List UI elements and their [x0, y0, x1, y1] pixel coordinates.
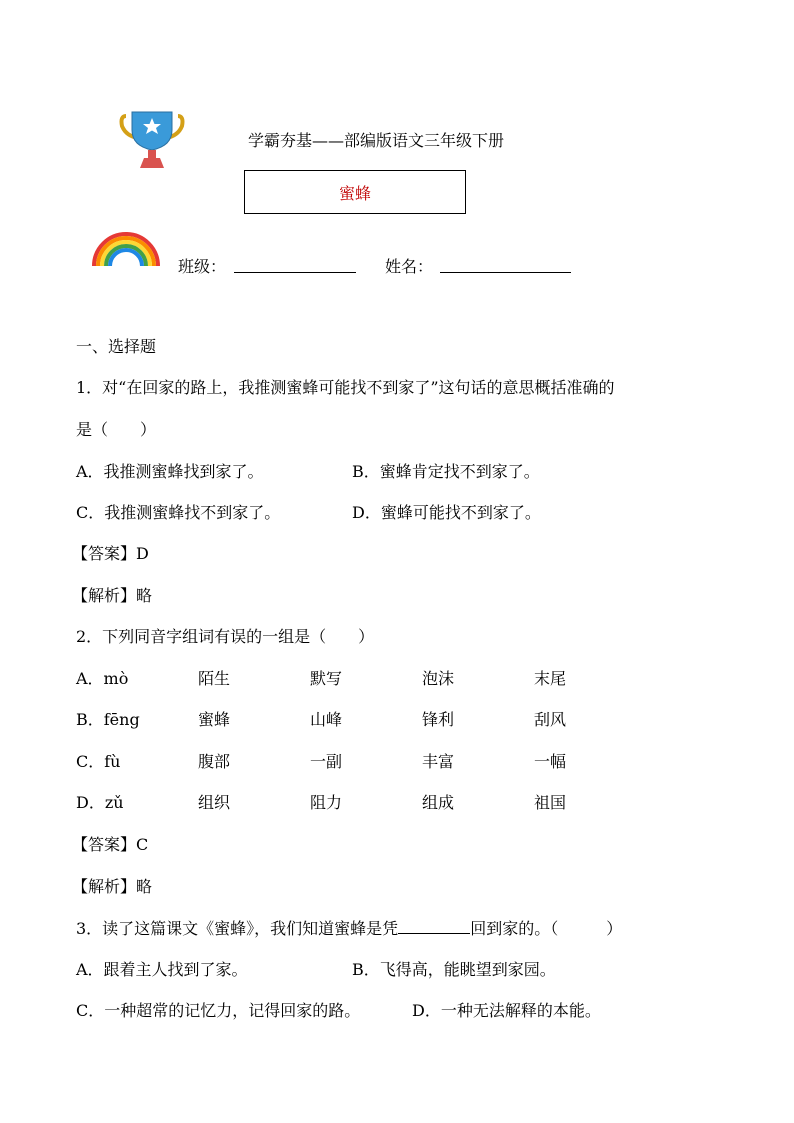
section-heading: 一、选择题	[76, 337, 157, 356]
question-2-row-d-label: D．zǔ	[76, 793, 124, 812]
question-2-row-b-label: B．fēng	[76, 710, 140, 729]
question-2-row-b-word: 蜜蜂	[198, 710, 231, 729]
question-3-option-b: B．飞得高，能眺望到家园。	[352, 960, 556, 979]
question-2-row-a-word: 默写	[310, 669, 343, 688]
question-2-row-a-word: 陌生	[198, 669, 231, 688]
name-field[interactable]	[440, 254, 571, 273]
question-2-row-c-label: C．fù	[76, 752, 121, 771]
question-2-row-b-word: 锋利	[422, 710, 455, 729]
question-3-stem-before: 3．读了这篇课文《蜜蜂》，我们知道蜜蜂是凭	[76, 919, 399, 938]
trophy-icon	[118, 110, 186, 170]
question-2-row-c-word: 一幅	[534, 752, 567, 771]
question-2-row-b-word: 山峰	[310, 710, 343, 729]
question-2-row-a-label: A．mò	[76, 669, 129, 688]
question-3-stem	[76, 917, 622, 940]
question-3-blank[interactable]	[398, 917, 470, 934]
question-2-stem: 2．下列同音字组词有误的一组是（ ）	[76, 627, 375, 646]
question-2-row-b-word: 刮风	[534, 710, 567, 729]
question-2-row-a-word: 末尾	[534, 669, 567, 688]
question-1-analysis: 【解析】略	[72, 586, 153, 605]
question-3-stem-after: 回到家的。（ ）	[470, 919, 623, 938]
question-3-option-d: D．一种无法解释的本能。	[412, 1001, 601, 1020]
question-1-option-d: D．蜜蜂可能找不到家了。	[352, 503, 541, 522]
class-label: 班级：	[178, 257, 227, 276]
question-1-stem-line2: 是（ ）	[76, 420, 157, 439]
question-1-answer: 【答案】D	[72, 544, 149, 563]
question-2-row-d-word: 组成	[422, 793, 455, 812]
question-1-stem-line1: 1．对“在回家的路上，我推测蜜蜂可能找不到家了”这句话的意思概括准确的	[76, 378, 615, 397]
question-1-option-a: A．我推测蜜蜂找到家了。	[76, 462, 264, 481]
lesson-title-box	[244, 170, 466, 214]
question-2-answer: 【答案】C	[72, 835, 149, 854]
question-1-option-c: C．我推测蜜蜂找不到家了。	[76, 503, 281, 522]
class-field[interactable]	[234, 254, 356, 273]
question-2-row-c-word: 腹部	[198, 752, 231, 771]
question-2-row-d-word: 祖国	[534, 793, 567, 812]
question-2-row-c-word: 一副	[310, 752, 343, 771]
lesson-title: 蜜蜂	[338, 183, 371, 203]
question-2-row-c-word: 丰富	[422, 752, 455, 771]
rainbow-icon	[90, 228, 162, 268]
question-2-row-d-word: 组织	[198, 793, 231, 812]
question-2-row-a-word: 泡沫	[422, 669, 455, 688]
question-3-option-c: C．一种超常的记忆力，记得回家的路。	[76, 1001, 361, 1020]
question-1-option-b: B．蜜蜂肯定找不到家了。	[352, 462, 540, 481]
question-2-analysis: 【解析】略	[72, 877, 153, 896]
question-2-row-d-word: 阻力	[310, 793, 343, 812]
question-3-option-a: A．跟着主人找到了家。	[76, 960, 248, 979]
document-title: 学霸夯基——部编版语文三年级下册	[248, 131, 505, 150]
name-label: 姓名：	[385, 257, 434, 276]
